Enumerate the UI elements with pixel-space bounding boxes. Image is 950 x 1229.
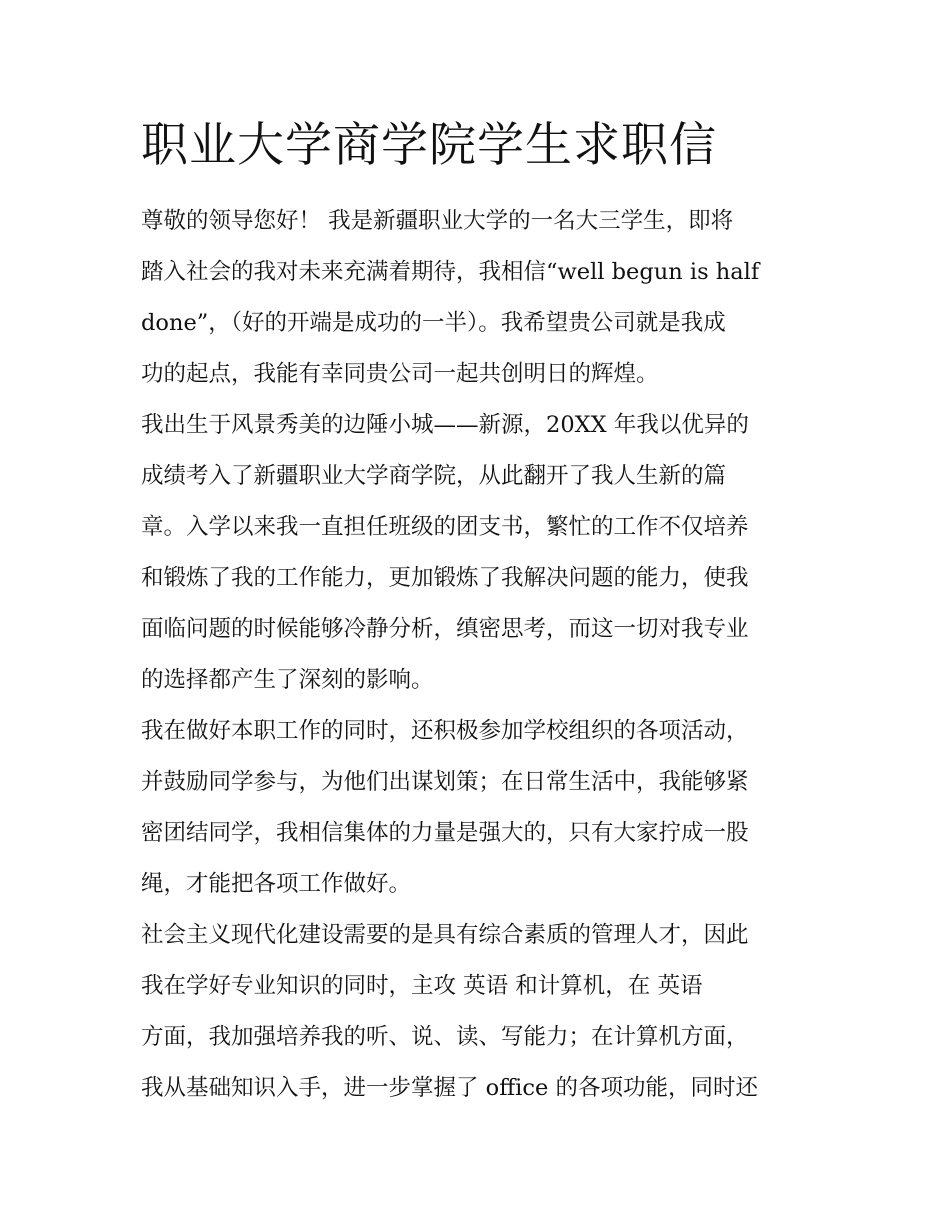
body-line: done”，（好的开端是成功的一半）。我希望贵公司就是我成 bbox=[141, 310, 726, 336]
body-line: 我出生于风景秀美的边陲小城——新源，20XX 年我以优异的 bbox=[141, 412, 749, 438]
body-line: 方面，我加强培养我的听、说、读、写能力；在计算机方面， bbox=[141, 1024, 749, 1050]
body-line: 尊敬的领导您好！ 我是新疆职业大学的一名大三学生，即将 bbox=[141, 208, 734, 234]
body-line: 社会主义现代化建设需要的是具有综合素质的管理人才，因此 bbox=[141, 922, 749, 948]
body-line: 密团结同学，我相信集体的力量是强大的，只有大家拧成一股 bbox=[141, 820, 749, 846]
body-line: 我从基础知识入手，进一步掌握了 office 的各项功能，同时还 bbox=[141, 1075, 758, 1101]
body-line: 和锻炼了我的工作能力，更加锻炼了我解决问题的能力，使我 bbox=[141, 565, 749, 591]
body-line: 面临问题的时候能够冷静分析，缜密思考，而这一切对我专业 bbox=[141, 616, 749, 642]
body-line: 绳，才能把各项工作做好。 bbox=[141, 871, 412, 897]
body-line: 功的起点，我能有幸同贵公司一起共创明日的辉煌。 bbox=[141, 361, 659, 387]
body-line: 的选择都产生了深刻的影响。 bbox=[141, 667, 434, 693]
body-line: 章。入学以来我一直担任班级的团支书，繁忙的工作不仅培养 bbox=[141, 514, 749, 540]
body-line: 我在学好专业知识的同时，主攻 英语 和计算机，在 英语 bbox=[141, 973, 703, 999]
body-line: 并鼓励同学参与，为他们出谋划策；在日常生活中，我能够紧 bbox=[141, 769, 749, 795]
body-line: 我在做好本职工作的同时，还积极参加学校组织的各项活动， bbox=[141, 718, 749, 744]
body-line: 踏入社会的我对未来充满着期待，我相信“well begun is half bbox=[141, 259, 760, 285]
page-title: 职业大学商学院学生求职信 bbox=[141, 118, 717, 173]
body-line: 成绩考入了新疆职业大学商学院，从此翻开了我人生新的篇 bbox=[141, 463, 727, 489]
